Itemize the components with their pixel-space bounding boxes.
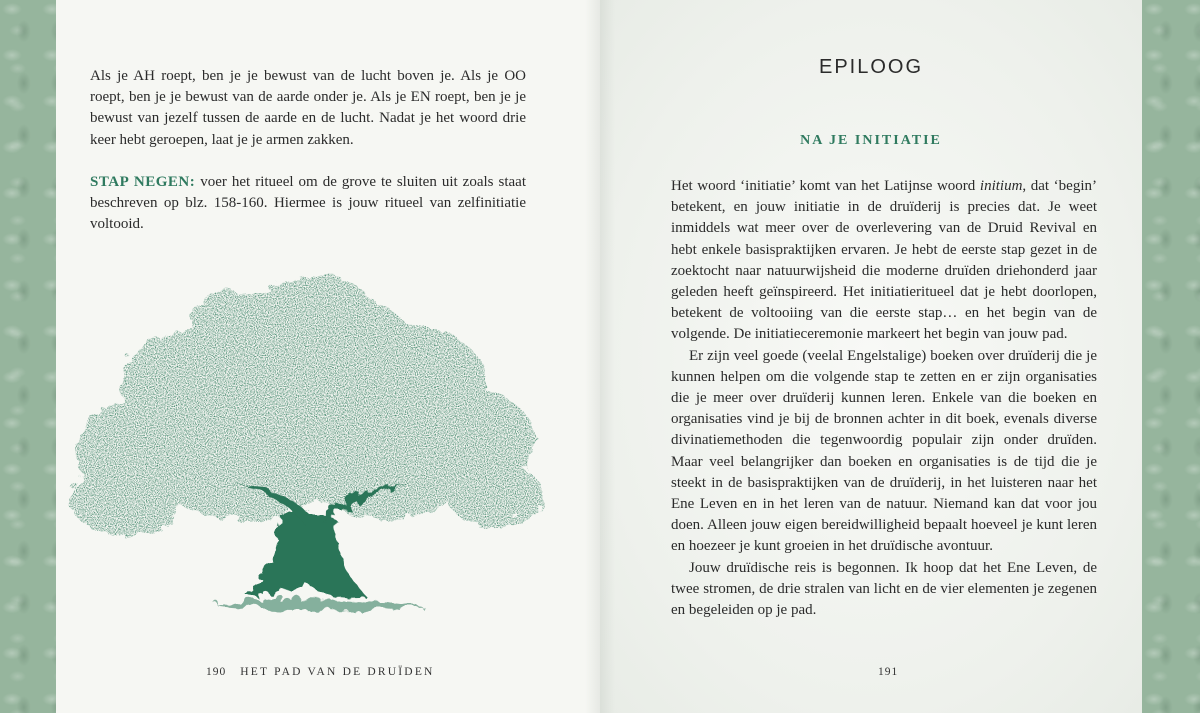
- right-paragraph-2: Er zijn veel goede (veelal Engelstalige) boeken over druïderij die je kunnen helpen om die volgende stap te zetten en er zijn organisaties die je meer over druïderij kunnen leren. Enkele van die boeken en organisaties vind je bij de bronnen achter in dit boek, evenals diverse divinatiemethoden die tegenwoordig populair zijn onder druïden. Maar veel belangrijker dan boeken en organisaties is de tijd die je steekt in de basispraktijken van de druïderij, in het luisteren naar het Ene Leven en in het leren van de natuur. Niemand kan dat voor jou doen. Alleen jouw eigen bereidwilligheid bepaalt hoeveel je kunt leren en hoezeer je kunt groeien in het druïdische avontuur.: [671, 347, 1097, 555]
- book-gutter: [585, 0, 615, 713]
- right-folio-page-number: 191: [878, 666, 899, 678]
- p1-italic-term: initium: [979, 178, 1023, 194]
- right-body: [671, 176, 1097, 621]
- chapter-title: EPILOOG: [818, 56, 924, 78]
- paragraph-text: Als je AH roept, ben je je bewust van de lucht boven je. Als je OO roept, ben je je bewust van de aarde onder je. Als je EN roept, ben je je bewust van jezelf tussen de aarde en de lucht. Nadat je het woord drie keer hebt geroepen, laat je je armen zakken.: [90, 68, 526, 148]
- p1-text-a: Het woord ‘initiatie’ komt van het Latijnse woord: [671, 178, 980, 194]
- section-title: NA JE INITIATIE: [800, 133, 942, 148]
- decorative-border-right: [1142, 0, 1200, 713]
- left-paragraph-1: [90, 66, 526, 151]
- p1-text-b: , dat ‘begin’ betekent, en jouw initiatie in de druïderij is precies dat. Je weet inmiddels wat meer over de overlevering van de Druid Revival en hebt enkele basispraktijken ervaren. Je hebt de eerste stap gezet in de zoektocht naar natuurwijsheid die moderne druïden driehonderd jaar geleden heeft geïnspireerd. Het initiatieritueel dat je hebt doorlopen, betekent de voltooiing van die eerste stap… en het begin van de volgende. De initiatieceremonie markeert het begin van jouw pad.: [671, 178, 1097, 343]
- left-paragraph-step: [90, 172, 526, 236]
- decorative-border-left: [0, 0, 56, 713]
- right-paragraph-1: [671, 176, 1097, 346]
- oak-tree-illustration: [62, 262, 552, 624]
- step-paragraph: [90, 172, 526, 236]
- step-text: voer het ritueel om de grove te sluiten uit zoals staat beschreven op blz. 158-160. Hiermee is jouw ritueel van zelfinitiatie voltooid.: [90, 174, 526, 233]
- left-folio: [206, 666, 435, 678]
- step-label: STAP NEGEN:: [90, 174, 196, 190]
- running-head: HET PAD VAN DE DRUÏDEN: [240, 666, 435, 678]
- right-paragraph-3: Jouw druïdische reis is begonnen. Ik hoop dat het Ene Leven, de twee stromen, de drie stralen van licht en de vier elementen je zegenen en begeleiden op je pad.: [671, 559, 1097, 619]
- page-number: 190: [206, 666, 227, 678]
